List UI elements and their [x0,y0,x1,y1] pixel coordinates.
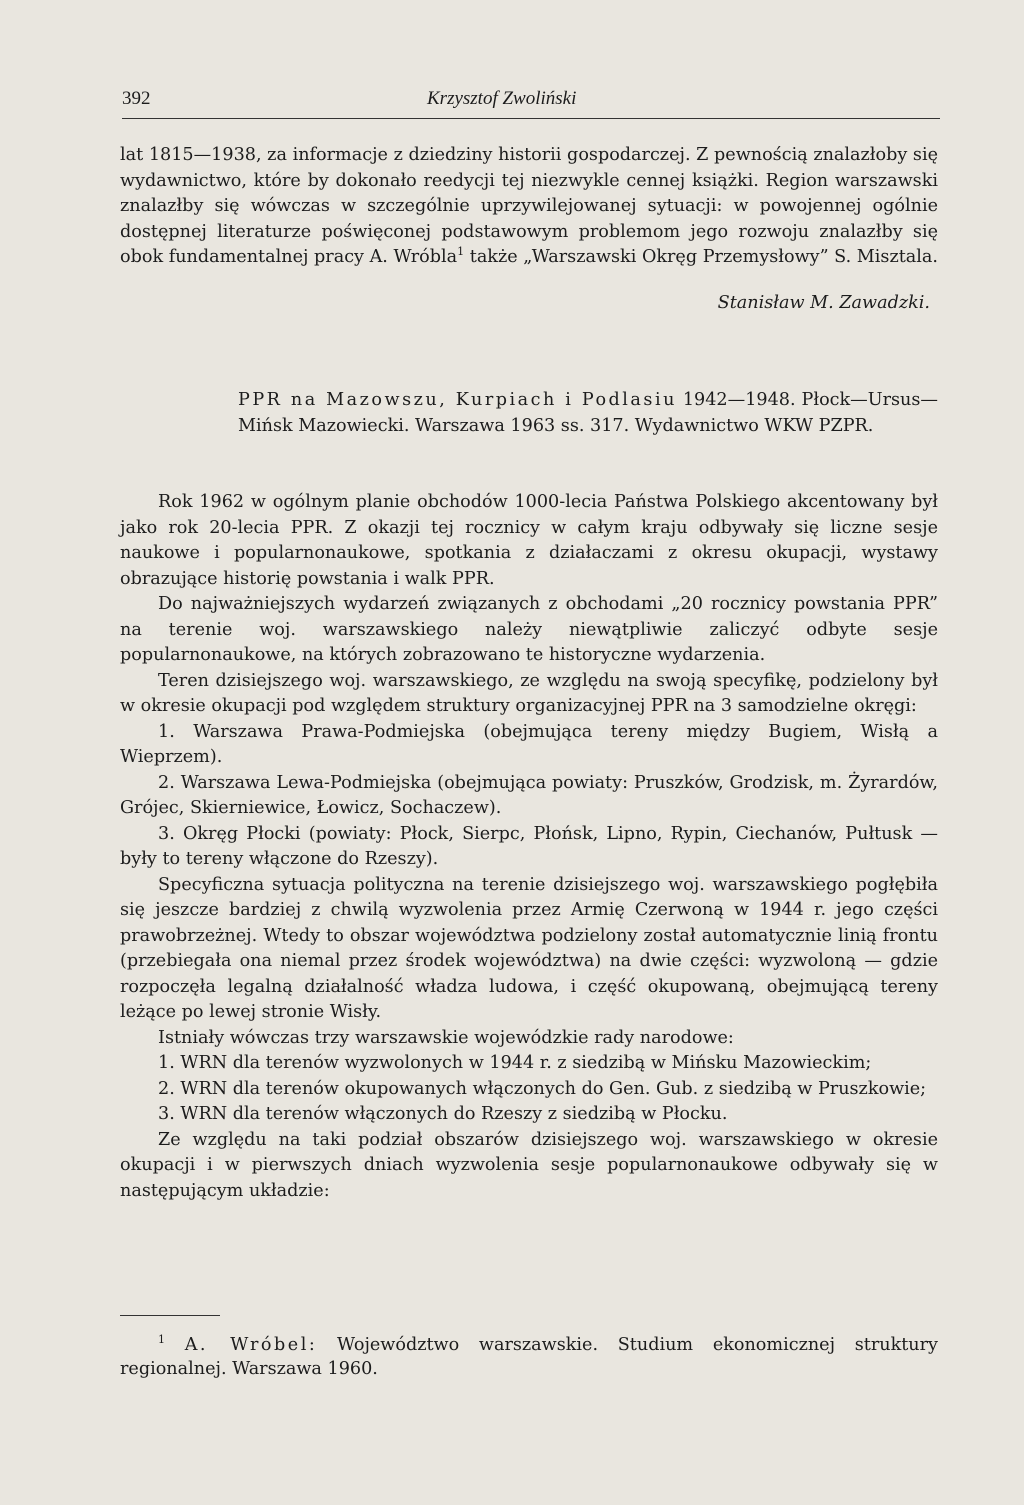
body-paragraph: Rok 1962 w ogólnym planie obchodów 1000-lecia Państwa Polskiego akcentowany był jako rok 20-lecia PPR. Z okazji tej rocznicy w całym kraju odbywały się liczne sesje naukowe i popularnonaukowe, spotkania z działaczami z okresu okupacji, wystawy obrazujące historię powstania i walk PPR. [120,492,938,589]
review-title [238,388,938,439]
body-paragraph: Teren dzisiejszego woj. warszawskiego, ze względu na swoją specyfikę, podzielony był w okresie okupacji pod względem struktury organizacyjnej PPR na 3 samodzielne okręgi: [120,670,938,716]
body-paragraph: Do najważniejszych wydarzeń związanych z obchodami „20 rocznicy powstania PPR” na terenie woj. warszawskiego należy niewątpliwie zaliczyć odbyte sesje popularnonaukowe, na których zobrazowano te historyczne wydarzenia. [120,594,938,665]
intro-paragraph: lat 1815—1938, za informacje z dziedziny historii gospodarczej. Z pewnością znalazłoby się wydawnictwo, które by dokonało reedycji tej niezwykle cennej książki. Region warszawski znalazłby się wówczas w szczególnie uprzywilejowanej sytuacji: w powojennej ogólnie dostępnej literaturze poświęconej podstawowym problemom jego rozwoju znalazłby się obok fundamentalnej pracy A. Wróbla$^1$ także „Warszawski Okręg Przemysłowy” S. Misztala. [120,145,938,267]
footnote-reference: 1 [457,245,465,259]
review-signature: Stanisław M. Zawadzki. [717,292,930,313]
list-item: 2. WRN dla terenów okupowanych włączonych do Gen. Gub. z siedzibą w Pruszkowie; [158,1078,927,1099]
body-paragraph: Istniały wówczas trzy warszawskie wojewódzkie rady narodowe: [158,1027,734,1048]
list-item: 3. Okręg Płocki (powiaty: Płock, Sierpc, Płońsk, Lipno, Rypin, Ciechanów, Pułtusk — były to tereny włączone do Rzeszy). [120,823,938,869]
review-body [120,490,938,1204]
footnote-divider [120,1315,220,1316]
running-head-author: Krzysztof Zwoliński [427,88,577,109]
list-item: 3. WRN dla terenów włączonych do Rzeszy z siedzibą w Płocku. [158,1104,728,1124]
review-title-main: PPR na Mazowszu, Kurpiach i Podlasiu [238,390,677,410]
footnote [120,1333,938,1381]
page-number: 392 [122,88,151,109]
footnote-mark: 1 [158,1333,165,1347]
running-header [122,86,940,119]
intro-section [120,143,938,316]
review-title-details: 1942—1948. Płock—Ursus—Mińsk Mazowiecki. Warszawa 1963 ss. 317. Wydawnictwo WKW PZPR. [238,390,939,436]
body-paragraph: Ze względu na taki podział obszarów dzisiejszego woj. warszawskiego w okresie okupacji i w pierwszych dniach wyzwolenia sesje popularnonaukowe odbywały się w następującym układzie: [120,1129,938,1201]
list-item: 1. WRN dla terenów wyzwolonych w 1944 r. z siedzibą w Mińsku Mazowieckim; [158,1053,872,1073]
body-paragraph: Specyficzna sytuacja polityczna na terenie dzisiejszego woj. warszawskiego pogłębiła się jeszcze bardziej z chwilą wyzwolenia przez Armię Czerwoną w 1944 r. jego części prawobrzeżnej. Wtedy to obszar województwa podzielony został automatycznie linią frontu (przebiegała ona niemal przez środek województwa) na dwie części: wyzwoloną — gdzie rozpoczęła legalną działalność władza ludowa, i część okupowaną, obejmującą tereny leżące po lewej stronie Wisły. [120,874,938,1022]
footnote-text: Województwo warszawskie. Studium ekonomicznej struktury regionalnej. Warszawa 1960. [120,1335,938,1379]
list-item: 2. Warszawa Lewa-Podmiejska (obejmująca powiaty: Pruszków, Grodzisk, m. Żyrardów, Grójec, Skierniewice, Łowicz, Sochaczew). [120,772,938,818]
list-item: 1. Warszawa Prawa-Podmiejska (obejmująca tereny między Bugiem, Wisłą a Wieprzem). [120,721,938,767]
footnote-author: A. Wróbel: [184,1335,318,1355]
